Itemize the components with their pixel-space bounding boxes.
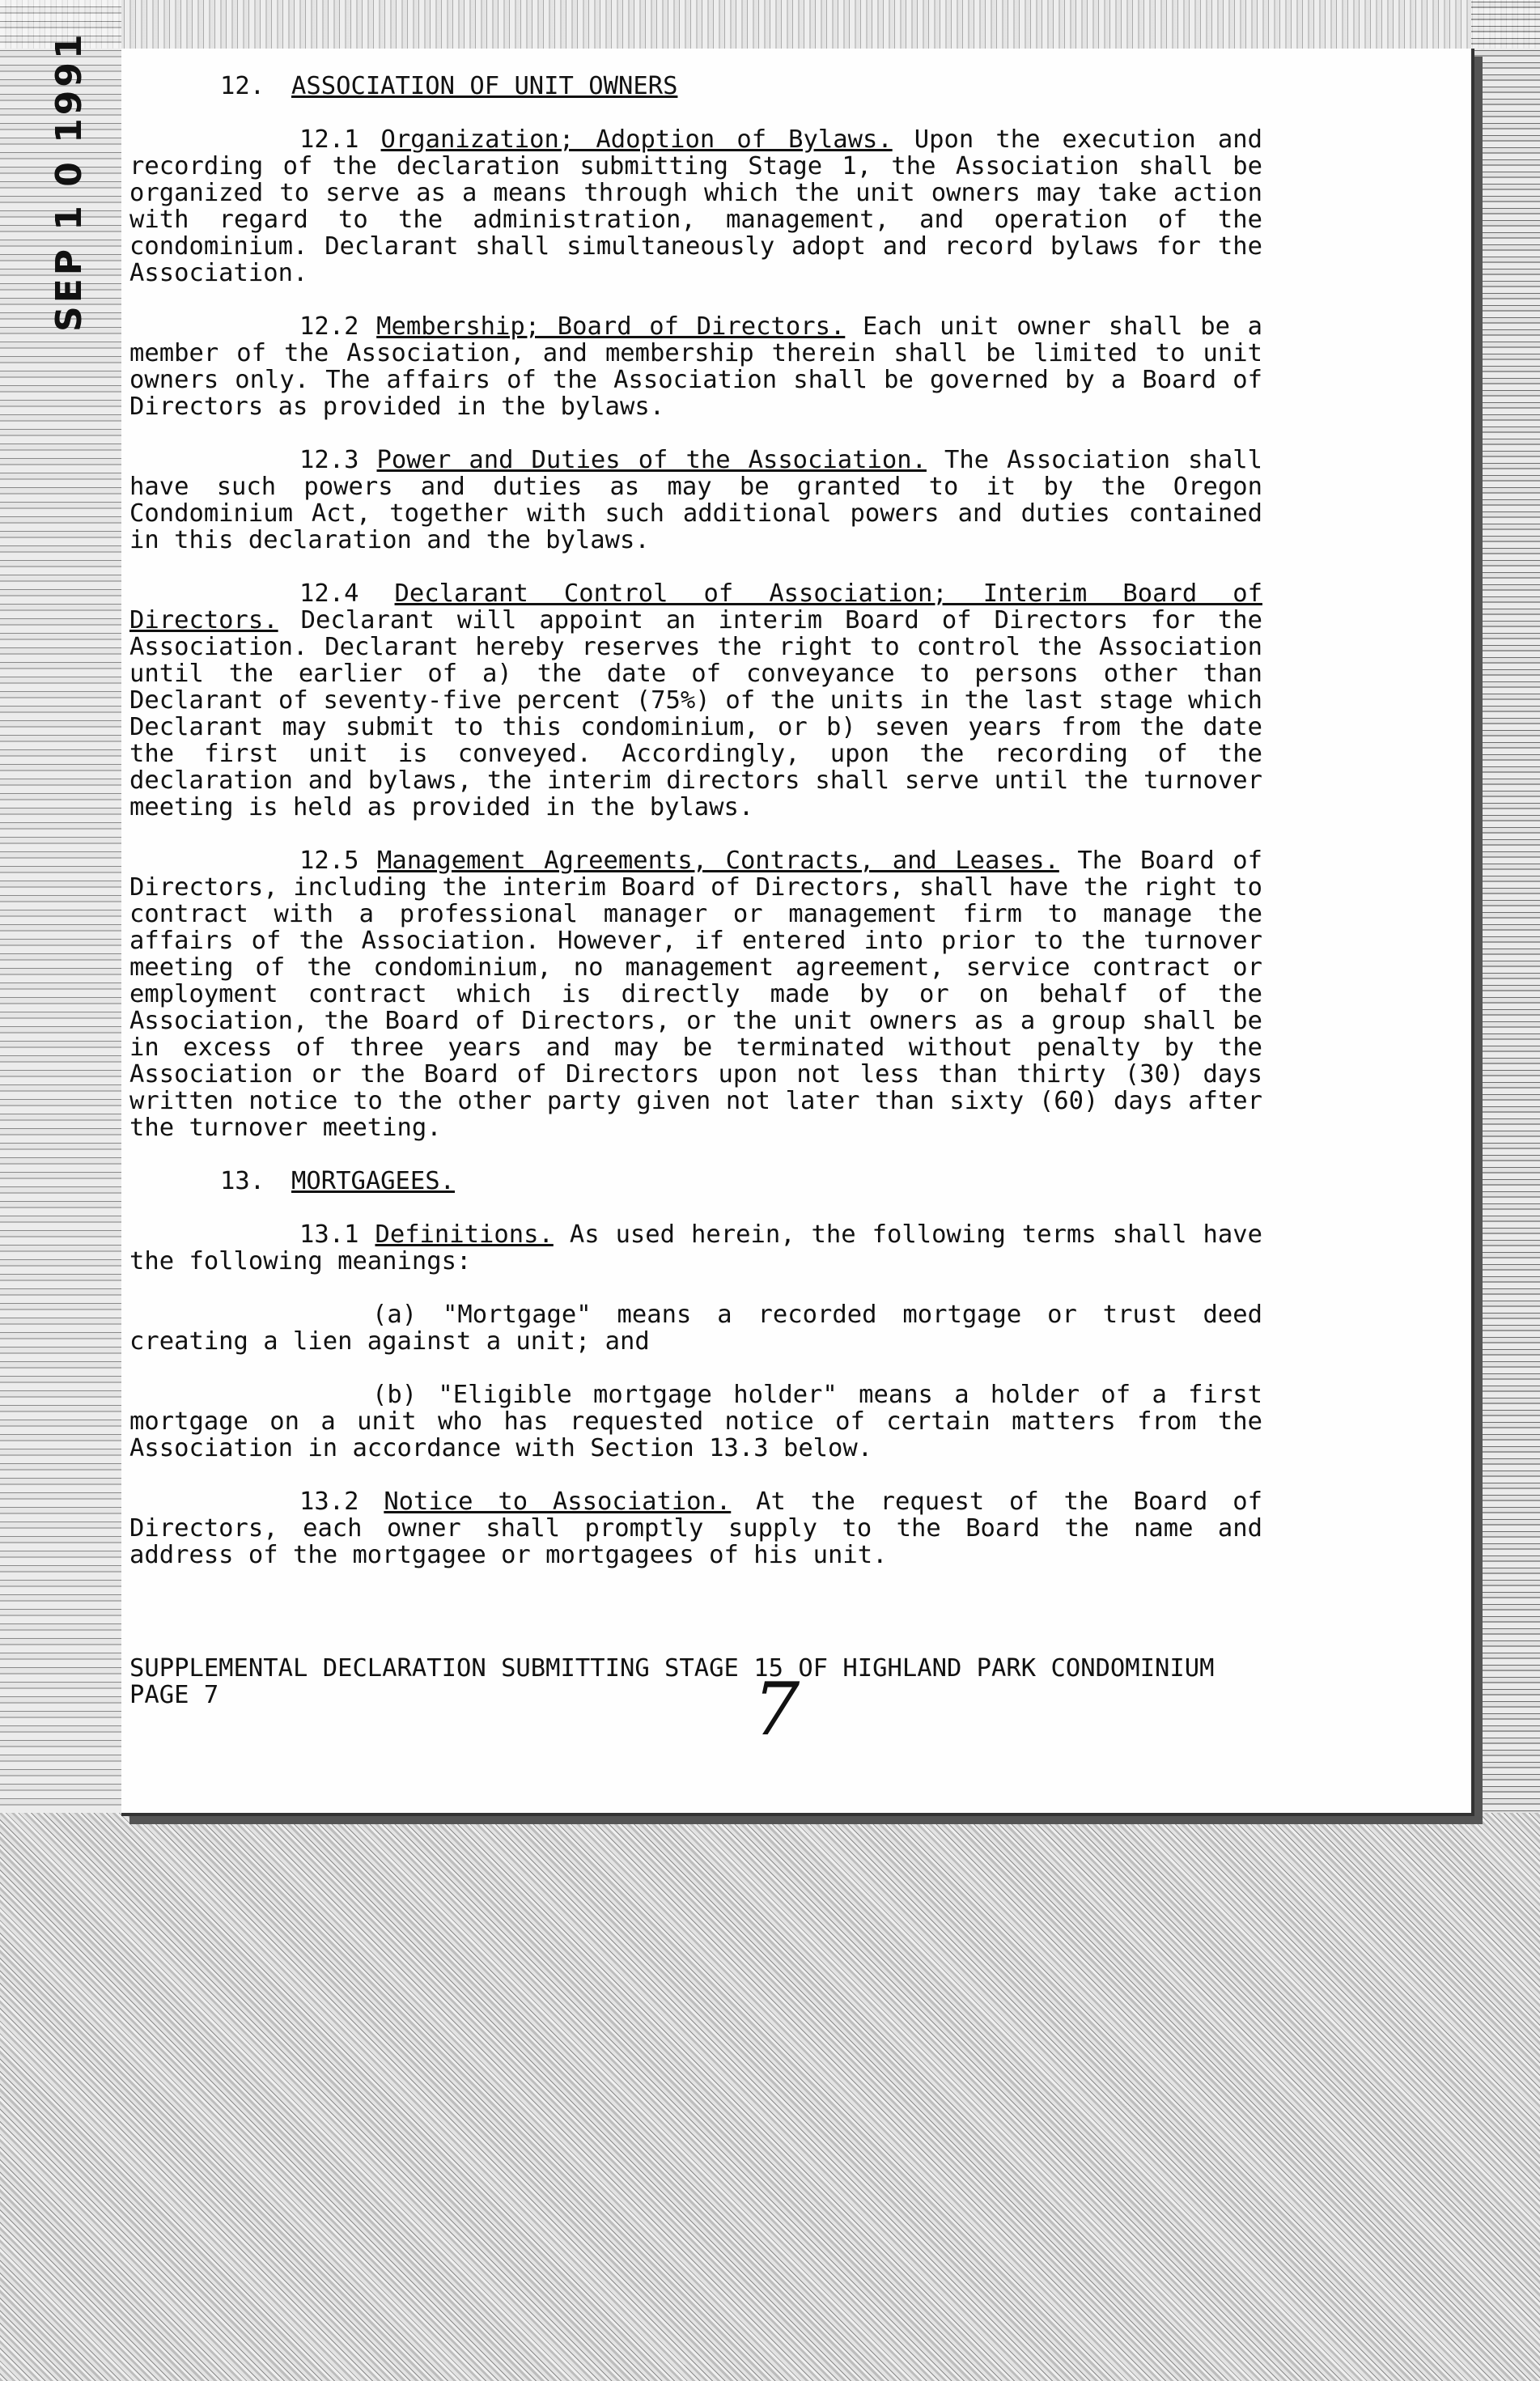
section-13-heading (129, 1168, 1262, 1195)
page-footer (129, 1655, 1262, 1708)
paragraph-number: 12.2 (299, 312, 359, 341)
handwritten-page-number: 7 (743, 1667, 808, 1752)
definition-b (129, 1381, 1262, 1462)
paragraph-number: 12.3 (299, 446, 359, 474)
definition-a (129, 1301, 1262, 1355)
paragraph-text: Each unit owner shall be a member of the Association, and membership therein shall be limited to unit owners only. The affairs of the Association shall be governed by a Board of Directors as provided in the bylaws. (129, 312, 1262, 421)
paragraph-title: Notice to Association. (384, 1488, 732, 1516)
paragraph-12-4 (129, 580, 1262, 821)
section-title: MORTGAGEES. (291, 1167, 455, 1195)
paragraph-text: As used herein, the following terms shall have the following meanings: (129, 1220, 1262, 1275)
definition-text: "Mortgage" means a recorded mortgage or trust deed creating a lien against a unit; and (129, 1301, 1262, 1356)
paragraph-text: Upon the execution and recording of the declaration submitting Stage 1, the Association shall be organized to serve as a means through which the unit owners may take action with regard to the administration, management, and operation of the condominium. Declarant shall simultaneously adopt and record bylaws for the Association. (129, 125, 1262, 287)
definition-label: (b) (372, 1381, 418, 1409)
paragraph-number: 12.5 (299, 847, 359, 875)
paragraph-number: 13.1 (299, 1220, 359, 1249)
paragraph-number: 12.1 (299, 125, 359, 154)
paragraph-number: 12.4 (299, 579, 359, 608)
scan-bottom-noise (0, 1813, 1540, 2381)
paragraph-13-2 (129, 1488, 1262, 1568)
paragraph-title: Power and Duties of the Association. (376, 446, 927, 474)
paragraph-12-1 (129, 126, 1262, 286)
paragraph-title: Declarant Control of Association; Interim Board of Directors. (129, 579, 1262, 635)
document-body (129, 73, 1262, 1568)
paragraph-12-2 (129, 313, 1262, 420)
paragraph-13-1 (129, 1221, 1262, 1275)
section-12-heading (129, 73, 1262, 100)
definition-text: "Eligible mortgage holder" means a holder of a first mortgage on a unit who has requested notice of certain matters from the Association in accordance with Section 13.3 below. (129, 1381, 1262, 1462)
recording-date-stamp: SEP 1 0 1991 (49, 31, 90, 332)
paragraph-text: At the request of the Board of Directors, each owner shall promptly supply to the Board the name and address of the mortgagee or mortgagees of his unit. (129, 1488, 1262, 1569)
paragraph-12-5 (129, 847, 1262, 1141)
paragraph-number: 13.2 (299, 1488, 359, 1516)
paragraph-title: Management Agreements, Contracts, and Leases. (376, 847, 1059, 875)
paragraph-title: Definitions. (375, 1220, 554, 1249)
paragraph-title: Membership; Board of Directors. (376, 312, 846, 341)
footer-title: SUPPLEMENTAL DECLARATION SUBMITTING STAGE 15 OF HIGHLAND PARK CONDOMINIUM (129, 1654, 1215, 1683)
scan-top-edge (0, 0, 1540, 49)
paragraph-text: Declarant will appoint an interim Board of Directors for the Association. Declarant hereby reserves the right to control the Association until the earlier of a) the date of conveyance to persons other than Declarant of seventy-five percent (75%) of the units in the last stage which Declarant may submit to this condominium, or b) seven years from the date the first unit is conveyed. Accordingly, upon the recording of the declaration and bylaws, the interim directors shall serve until the turnover meeting is held as provided in the bylaws. (129, 606, 1262, 821)
definition-label: (a) (372, 1301, 418, 1329)
section-number: 12. (220, 72, 265, 100)
paragraph-text: The Board of Directors, including the interim Board of Directors, shall have the right to contract with a professional manager or management firm to manage the affairs of the Association. However, if entered into prior to the turnover meeting of the condominium, no management agreement, service contract or employment contract which is directly made by or on behalf of the Association, the Board of Directors, or the unit owners as a group shall be in excess of three years and may be terminated without penalty by the Association or the Board of Directors upon not less than thirty (30) days written notice to the other party given not later than sixty (60) days after the turnover meeting. (129, 847, 1262, 1142)
section-title: ASSOCIATION OF UNIT OWNERS (291, 72, 678, 100)
paragraph-12-3 (129, 447, 1262, 554)
paragraph-title: Organization; Adoption of Bylaws. (380, 125, 893, 154)
footer-page-label: PAGE 7 (129, 1681, 219, 1709)
section-number: 13. (220, 1167, 265, 1195)
paragraph-text: The Association shall have such powers and duties as may be granted to it by the Oregon Condominium Act, together with such additional powers and duties contained in this declaration and the bylaws. (129, 446, 1262, 554)
